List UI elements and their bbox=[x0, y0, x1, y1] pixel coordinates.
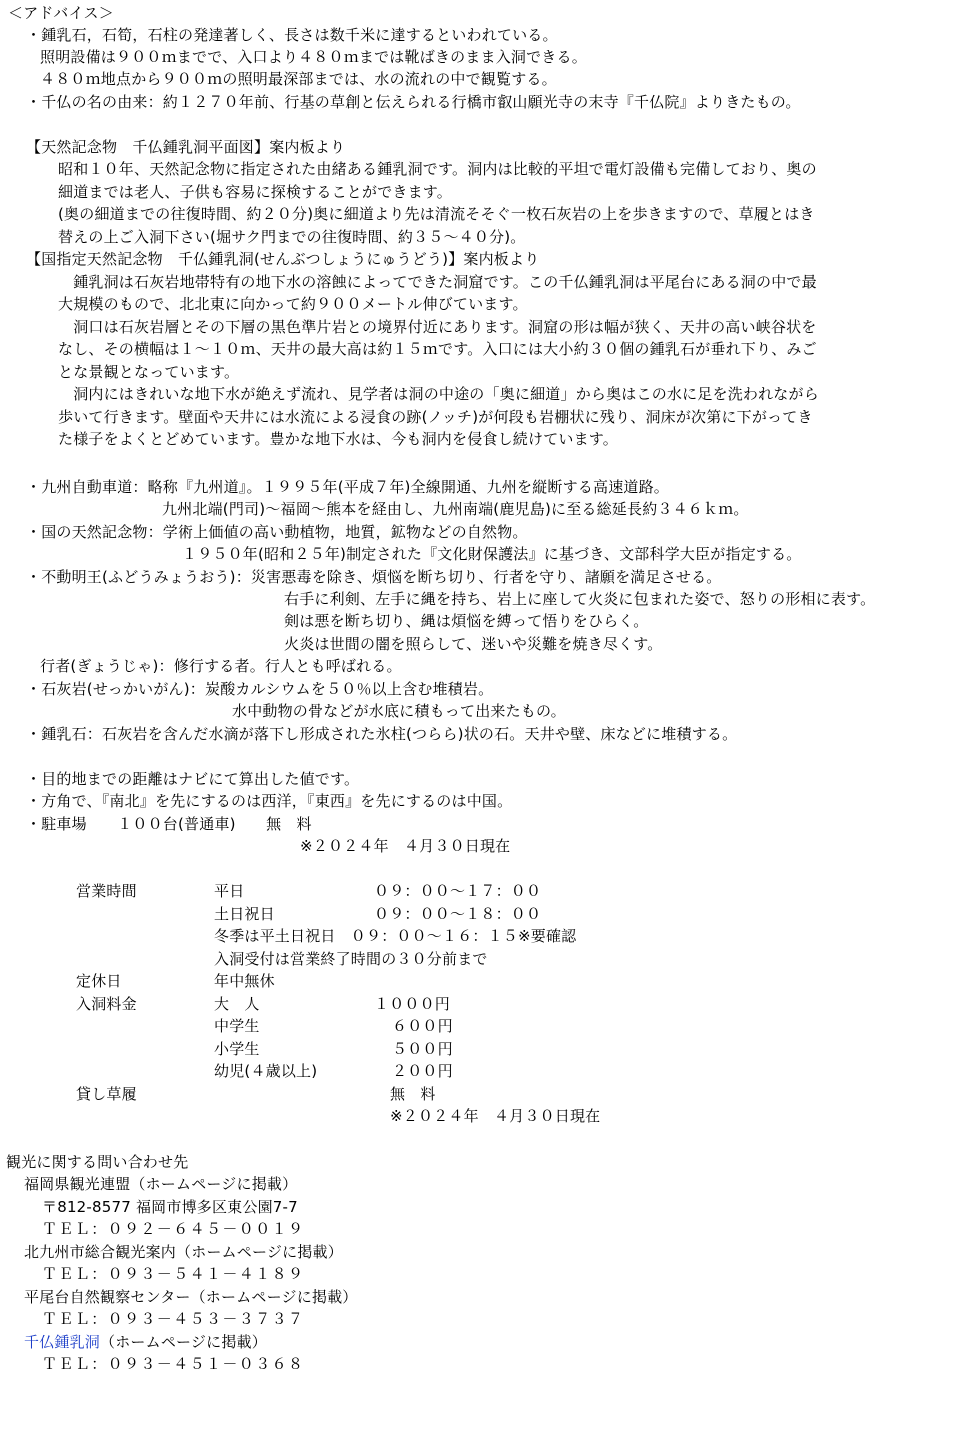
contact-fukuoka-address: 〒812-8577 福岡市博多区東公園7-7 bbox=[42, 1198, 298, 1216]
glossary-limestone-detail: 水中動物の骨などが水底に積もって出来たもの。 bbox=[232, 702, 566, 720]
hours-weekend-time: ０９：００～１８：００ bbox=[374, 905, 542, 923]
contact-kitakyushu-name: 北九州市総合観光案内（ホームページに掲載） bbox=[24, 1243, 343, 1261]
contact-hiraodai-tel: ＴＥＬ：０９３－４５３－３７３７ bbox=[42, 1310, 305, 1328]
sign2-line: とな景観となっています。 bbox=[58, 363, 240, 381]
fee-child-label: 幼児(４歳以上) bbox=[214, 1062, 318, 1080]
contact-senbutsu-tel: ＴＥＬ：０９３－４５１－０３６８ bbox=[42, 1355, 305, 1373]
glossary-fudo-detail: 剣は悪を断ち切り、縄は煩悩を縛って悟りをひらく。 bbox=[284, 612, 649, 630]
note-parking: ・駐車場 １００台(普通車) 無 料 bbox=[26, 815, 312, 833]
zori-label: 貸し草履 bbox=[76, 1085, 137, 1103]
sign2-line: た様子をよくとどめています。豊かな地下水は、今も洞内を侵食し続けています。 bbox=[58, 430, 619, 448]
fees-label: 入洞料金 bbox=[76, 995, 137, 1013]
fee-elementary: ５００円 bbox=[392, 1040, 453, 1058]
advice-line: ・鍾乳石，石筍，石柱の発達著しく、長さは数千米に達するといわれている。 bbox=[26, 26, 558, 44]
contact-fukuoka-name: 福岡県観光連盟（ホームページに掲載） bbox=[24, 1175, 298, 1193]
sign1-line: (奥の細道までの往復時間、約２０分)奥に細道より先は清流そそぐ一枚石灰岩の上を歩きますので、草履とはき bbox=[58, 205, 815, 223]
fee-adult: １０００円 bbox=[374, 995, 451, 1013]
hours-weekday-label: 平日 bbox=[214, 882, 245, 900]
sign2-line: なし、その横幅は１～１０ｍ、天井の最大高は約１５ｍです。入口には大小約３０個の鍾乳石が垂れ下り、みご bbox=[58, 340, 817, 358]
hours-weekday-time: ０９：００～１７：００ bbox=[374, 882, 542, 900]
note-parking-date: ※２０２４年 ４月３０日現在 bbox=[300, 837, 511, 855]
contact-hiraodai-name: 平尾台自然観察センター（ホームページに掲載） bbox=[24, 1288, 358, 1306]
glossary-expressway: ・九州自動車道：略称『九州道』。１９９５年(平成７年)全線開通、九州を縦断する高速道路。 bbox=[26, 478, 670, 496]
closed-label: 定休日 bbox=[76, 972, 122, 990]
sign1-line: 替えの上ご入洞下さい(堀サク門までの往復時間、約３５～４０分)。 bbox=[58, 228, 526, 246]
glossary-limestone: ・石灰岩(せっかいがん)：炭酸カルシウムを５０％以上含む堆積岩。 bbox=[26, 680, 494, 698]
advice-line: ４８０ｍ地点から９００ｍの照明最深部までは、水の流れの中で観覧する。 bbox=[40, 70, 557, 88]
glossary-expressway-detail: 九州北端(門司)～福岡～熊本を経由し、九州南端(鹿児島)に至る総延長約３４６ｋｍ。 bbox=[162, 500, 749, 518]
glossary-fudo-detail: 右手に利剣、左手に縄を持ち、岩上に座して火炎に包まれた姿で、怒りの形相に表す。 bbox=[284, 590, 876, 608]
sign1-line: 細道までは老人、子供も容易に探検することができます。 bbox=[58, 183, 453, 201]
fee-junior-label: 中学生 bbox=[214, 1017, 260, 1035]
contact-senbutsu-row bbox=[24, 1331, 267, 1353]
closed-value: 年中無休 bbox=[214, 972, 275, 990]
hours-reception: 入洞受付は営業終了時間の３０分前まで bbox=[214, 950, 488, 968]
contact-kitakyushu-tel: ＴＥＬ：０９３－５４１－４１８９ bbox=[42, 1265, 305, 1283]
advice-line: 照明設備は９００ｍまでで、入口より４８０ｍまでは靴ばきのまま入洞できる。 bbox=[40, 48, 587, 66]
fee-elementary-label: 小学生 bbox=[214, 1040, 260, 1058]
glossary-monument-detail: １９５０年(昭和２５年)制定された『文化財保護法』に基づき、文部科学大臣が指定する。 bbox=[182, 545, 802, 563]
hours-weekend-label: 土日祝日 bbox=[214, 905, 275, 923]
fee-adult-label: 大 人 bbox=[214, 995, 260, 1013]
zori-fee: 無 料 bbox=[390, 1085, 436, 1103]
fees-date: ※２０２４年 ４月３０日現在 bbox=[390, 1107, 601, 1125]
sign2-line: 歩いて行きます。壁面や天井には水流による浸食の跡(ノッチ)が何段も岩棚状に残り、洞床が次第に下がってき bbox=[58, 408, 813, 426]
sign2-title: 【国指定天然記念物 千仏鍾乳洞(せんぶつしょうにゅうどう)】案内板より bbox=[26, 250, 540, 268]
sign2-line: 大規模のもので、北北東に向かって約９００メートル伸びています。 bbox=[58, 295, 528, 313]
fee-child: ２００円 bbox=[392, 1062, 453, 1080]
glossary-stalactite: ・鍾乳石：石灰岩を含んだ水滴が落下し形成された氷柱(つらら)状の石。天井や壁、床などに堆積する。 bbox=[26, 725, 738, 743]
sign1-title: 【天然記念物 千仏鍾乳洞平面図】案内板より bbox=[26, 138, 346, 156]
note-direction: ・方角で、『南北』を先にするのは西洋，『東西』を先にするのは中国。 bbox=[26, 792, 513, 810]
note-distance: ・目的地までの距離はナビにて算出した値です。 bbox=[26, 770, 360, 788]
advice-heading: ＜アドバイス＞ bbox=[8, 4, 114, 22]
hours-label: 営業時間 bbox=[76, 882, 137, 900]
sign2-line: 洞口は石灰岩層とその下層の黒色準片岩との境界付近にあります。洞窟の形は幅が狭く、天井の高い峡谷状を bbox=[58, 318, 817, 336]
contacts-heading: 観光に関する問い合わせ先 bbox=[6, 1153, 189, 1171]
senbutsu-suffix: （ホームページに掲載） bbox=[100, 1333, 267, 1351]
fee-junior: ６００円 bbox=[392, 1017, 453, 1035]
glossary-gyoja: 行者(ぎょうじゃ)：修行する者。行人とも呼ばれる。 bbox=[40, 657, 402, 675]
sign2-line: 鍾乳洞は石灰岩地帯特有の地下水の溶蝕によってできた洞窟です。この千仏鍾乳洞は平尾台にある洞の中で最 bbox=[58, 273, 817, 291]
hours-winter: 冬季は平土日祝日 ０９：００～１６：１５※要確認 bbox=[214, 927, 577, 945]
contact-fukuoka-tel: ＴＥＬ：０９２－６４５－００１９ bbox=[42, 1220, 305, 1238]
glossary-fudo-detail: 火炎は世間の闇を照らして、迷いや災難を焼き尽くす。 bbox=[284, 635, 663, 653]
sign1-line: 昭和１０年、天然記念物に指定された由緒ある鍾乳洞です。洞内は比較的平坦で電灯設備も完備しており、奥の bbox=[58, 160, 817, 178]
glossary-monument: ・国の天然記念物：学術上価値の高い動植物，地質，鉱物などの自然物。 bbox=[26, 523, 528, 541]
glossary-fudo: ・不動明王(ふどうみょうおう)：災害悪毒を除き、煩悩を断ち切り、行者を守り、諸願を満足させる。 bbox=[26, 568, 722, 586]
advice-line: ・千仏の名の由来：約１２７０年前、行基の草創と伝えられる行橋市叡山願光寺の末寺『千仏院』よりきたもの。 bbox=[26, 93, 801, 111]
sign2-line: 洞内にはきれいな地下水が絶えず流れ、見学者は洞の中途の「奥に細道」から奥はこの水に足を洗われながら bbox=[58, 385, 819, 403]
senbutsu-link[interactable]: 千仏鍾乳洞 bbox=[24, 1333, 101, 1351]
